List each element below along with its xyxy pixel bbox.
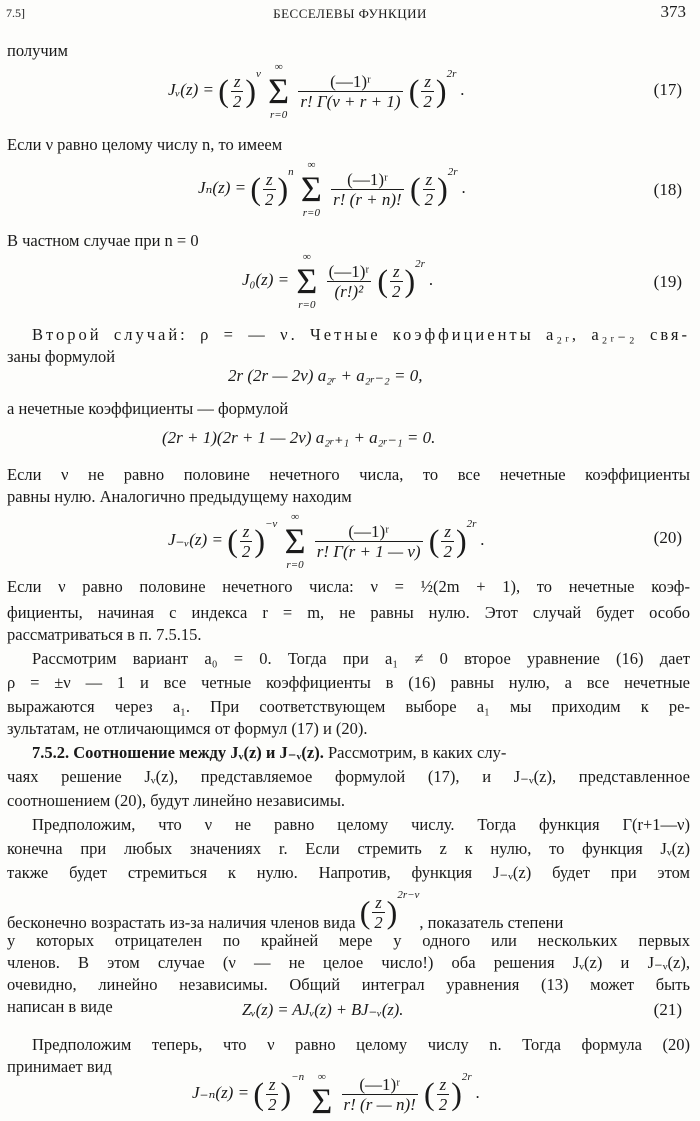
formula-20: J₋ᵥ(z) = ( $\frac{z}{2}$ )$^{-\nu}$ ∞ Σ r=0 $\frac{\text{(—1)ʳ}}{r! \Gamma(r + 1 — \nu)}$ ( $\frac{z}{2}$ )$^{2r}$ . <box>168 511 485 571</box>
text-line: зультатам, не отличающимся от формул (17) и (20). <box>7 719 368 738</box>
formula-J-minus-n: J₋ₙ(z) = ( $\frac{z}{2}$ )$^{-n}$ ∞ Σ $\frac{\text{(—1)ʳ}}{r! (r — n)!}$ ( $\frac{z}{2}$ )$^{2r}$ . <box>192 1070 481 1121</box>
text-line: соотношением (20), будут линейно независимы. <box>7 791 346 810</box>
recurrence-even: 2r (2r — 2ν) a₂ᵣ + a₂ᵣ₋₂ = 0, <box>228 366 423 385</box>
text-line: получим <box>7 41 68 60</box>
text-line: Если ν не равно половине нечетного числа, то все нечетные коэффициенты <box>7 465 690 484</box>
text-line: Если ν равно целому числу n, то имеем <box>7 135 283 154</box>
text-line: заны формулой <box>7 347 116 366</box>
eq-number-21: (21) <box>653 1000 682 1019</box>
text-line: чаях решение Jᵥ(z), представляемое формулой (17), и J₋ᵥ(z), представленное <box>7 767 690 786</box>
formula-21: Zᵥ(z) = AJᵥ(z) + BJ₋ᵥ(z). <box>242 1000 404 1019</box>
text-line: Предположим, что ν не равно целому числу. Тогда функция Γ(r+1—ν) <box>32 815 690 834</box>
page-number: 373 <box>660 2 686 21</box>
formula-18: Jₙ(z) = ( $\frac{z}{2}$ )$^n$ ∞ Σ r=0 $\frac{\text{(—1)ʳ}}{r! (r + n)!}$ ( $\frac{z}{2}$ )$^{2r}$ . <box>198 159 467 219</box>
text-line: равны нулю. Аналогично предыдущему находим <box>7 487 352 506</box>
text-line: членов. В этом случае (ν — не целое число!) оба решения Jᵥ(z) и J₋ᵥ(z), <box>7 953 690 972</box>
text-line: конечна при любых значениях r. Если стремить z к нулю, то функция Jᵥ(z) <box>7 839 690 858</box>
text-line: фициенты, начиная с индекса r = m, не равны нулю. Этот случай будет особо <box>7 603 690 622</box>
text-line: очевидно, линейно независимы. Общий интеграл уравнения (13) может быть <box>7 975 690 994</box>
text-line: Рассмотрим вариант a₀ = 0. Тогда при a₁ ≠ 0 второе уравнение (16) дает <box>32 649 690 668</box>
recurrence-odd: (2r + 1)(2r + 1 — 2ν) a₂ᵣ₊₁ + a₂ᵣ₋₁ = 0. <box>162 428 436 447</box>
text-line: Если ν равно половине нечетного числа: ν = ½(2m + 1), то нечетные коэф- <box>7 577 690 596</box>
text-line: выражаются через a₁. При соответствующем выборе a₁ мы приходим к ре- <box>7 697 690 716</box>
text-line: ρ = ±ν — 1 и все четные коэффициенты в (16) равны нулю, а все нечетные <box>7 673 690 692</box>
text-line: В частном случае при n = 0 <box>7 231 199 250</box>
subsection-title: 7.5.2. Соотношение между Jᵥ(z) и J₋ᵥ(z). <box>32 743 324 762</box>
running-title: БЕССЕЛЕВЫ ФУНКЦИИ <box>273 6 427 21</box>
formula-19: J₀(z) = ∞ Σ r=0 $\frac{\text{(—1)ʳ}}{\text{(r!)²}}$ ( $\frac{z}{2}$ )$^{2r}$ . <box>242 251 434 311</box>
text-line: Второй случай: ρ = — ν. Четные коэффициенты a₂ᵣ, a₂ᵣ₋₂ свя- <box>32 325 690 344</box>
eq-number-18: (18) <box>653 180 682 199</box>
text-line: написан в виде <box>7 997 113 1016</box>
subsection-line: 7.5.2. Соотношение между Jᵥ(z) и J₋ᵥ(z). Рассмотрим, в каких слу- <box>32 743 507 762</box>
text-line-inline-formula: бесконечно возрастать из-за наличия членов вида ( $\frac{z}{2}$ )$^{2r-\nu}$, показатель степени <box>7 889 564 932</box>
page-header <box>0 2 700 26</box>
eq-number-20: (20) <box>653 528 682 547</box>
text-line: принимает вид <box>7 1057 112 1076</box>
text-line: рассматриваться в п. 7.5.15. <box>7 625 202 644</box>
text-line: также будет стремиться к нулю. Напротив, функция J₋ᵥ(z) будет при этом <box>7 863 690 882</box>
text-line: а нечетные коэффициенты — формулой <box>7 399 289 418</box>
eq-number-17: (17) <box>653 80 682 99</box>
text-line: у которых отрицателен по крайней мере у одного или нескольких первых <box>7 931 690 950</box>
formula-17: Jᵥ(z) = ( $\frac{z}{2}$ )$^\nu$ ∞ Σ r=0 $\frac{\text{(—1)ʳ}}{r! \Gamma(\nu + r + 1)}$ ( $\frac{z}{2}$ )$^{2r}$ . <box>168 61 465 121</box>
eq-number-19: (19) <box>653 272 682 291</box>
text-line: Предположим теперь, что ν равно целому числу n. Тогда формула (20) <box>32 1035 690 1054</box>
section-ref: 7.5] <box>6 6 25 20</box>
